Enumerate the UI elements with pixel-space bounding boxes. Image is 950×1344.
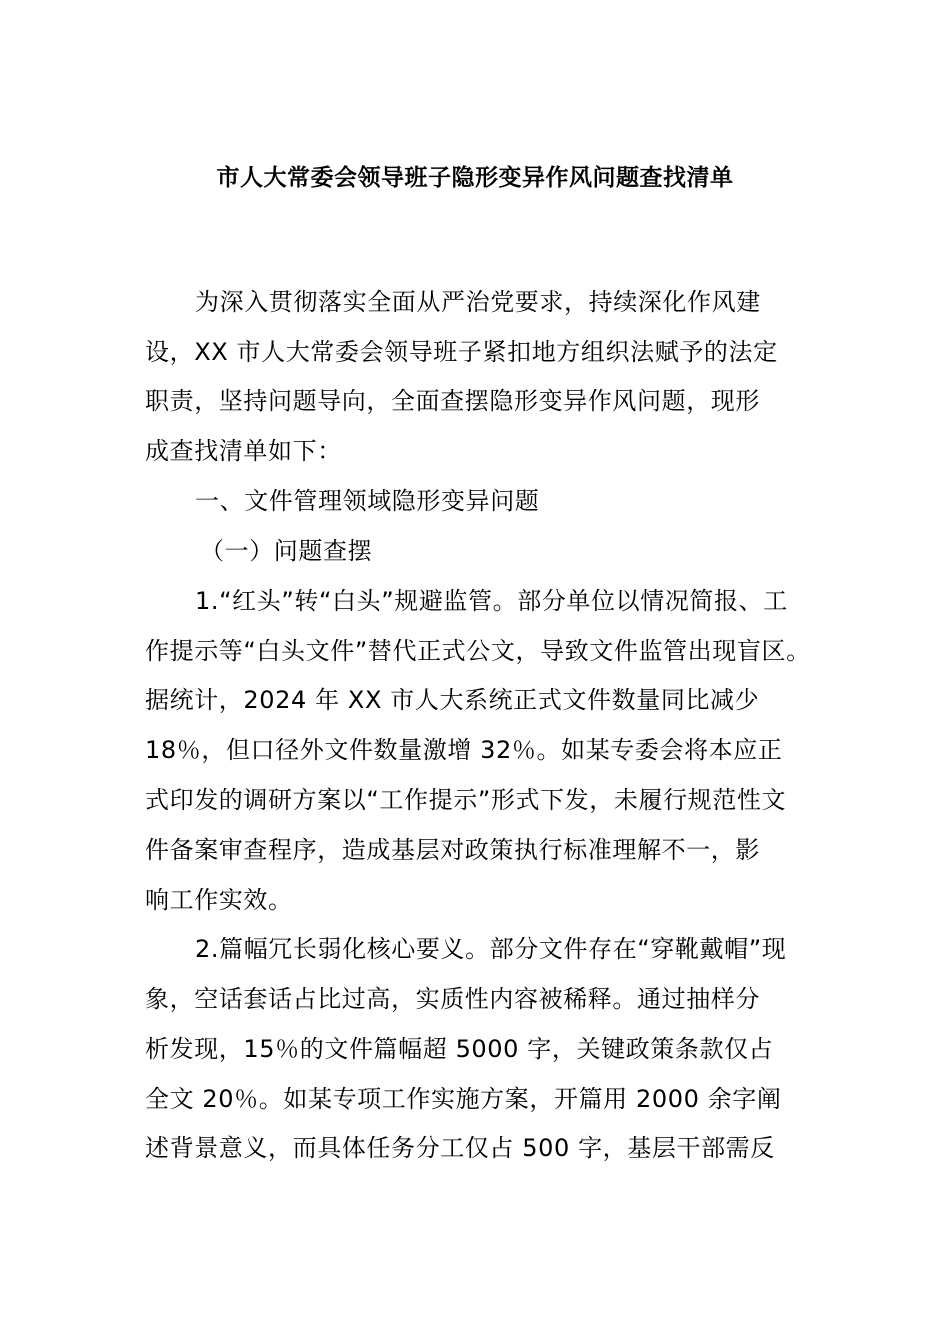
paragraph-line: 作提示等“白头文件”替代正式公文，导致文件监管出现盲区。 (145, 637, 811, 665)
paragraph-line: 据统计，2024 年 XX 市人大系统正式文件数量同比减少 (145, 686, 760, 714)
paragraph-line: 述背景意义，而具体任务分工仅占 500 字，基层干部需反 (145, 1134, 775, 1162)
section-heading: 一、文件管理领域隐形变异问题 (195, 487, 540, 515)
paragraph-line: 全文 20％。如某专项工作实施方案，开篇用 2000 余字阐 (145, 1085, 782, 1113)
paragraph-line: 2.篇幅冗长弱化核心要义。部分文件存在“穿靴戴帽”现 (195, 935, 787, 963)
paragraph-line: 1.“红头”转“白头”规避监管。部分单位以情况简报、工 (195, 587, 788, 615)
paragraph-line: 象，空话套话占比过高，实质性内容被稀释。通过抽样分 (145, 985, 760, 1013)
paragraph-line: 响工作实效。 (145, 886, 293, 914)
paragraph-line: 设，XX 市人大常委会领导班子紧扣地方组织法赋予的法定 (145, 338, 778, 366)
paragraph-line: 析发现，15％的文件篇幅超 5000 字，关键政策条款仅占 (145, 1035, 774, 1063)
paragraph-line: 式印发的调研方案以“工作提示”形式下发，未履行规范性文 (145, 786, 787, 814)
paragraph-line: 18％，但口径外文件数量激增 32％。如某专委会将本应正 (145, 736, 783, 764)
paragraph-line: 职责，坚持问题导向，全面查摆隐形变异作风问题，现形 (145, 387, 760, 415)
paragraph-line: 成查找清单如下： (145, 437, 342, 465)
paragraph-line: 为深入贯彻落实全面从严治党要求，持续深化作风建 (195, 288, 761, 316)
document-title: 市人大常委会领导班子隐形变异作风问题查找清单 (216, 165, 734, 191)
paragraph-line: 件备案审查程序，造成基层对政策执行标准理解不一，影 (145, 836, 760, 864)
subsection-heading: （一）问题查摆 (200, 537, 373, 565)
